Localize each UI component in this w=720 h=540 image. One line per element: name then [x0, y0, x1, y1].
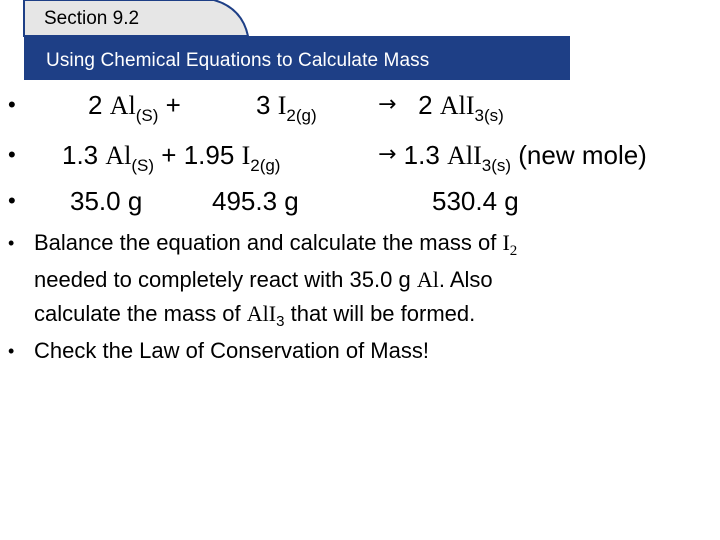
- formula-al: Al: [105, 141, 132, 170]
- instruction-line-3: calculate the mass of AlI$_3$ that will be formed.: [34, 301, 476, 330]
- instruction-paragraph: [34, 226, 517, 334]
- state-sub: (S): [135, 106, 159, 125]
- formula-ali3: AlI: [447, 141, 482, 170]
- arrow-icon: →: [378, 142, 397, 167]
- formula-i: I: [241, 141, 251, 170]
- bullet-dot: •: [8, 233, 15, 253]
- equation-row-1-reactants: [88, 90, 181, 125]
- equation-row-1-iodine: [256, 90, 317, 125]
- section-label: Section 9.2: [44, 8, 140, 29]
- coefficient: 2: [88, 90, 103, 120]
- slide-header: [0, 0, 720, 86]
- equation-row-1-product: [378, 90, 504, 125]
- instruction-line-2: needed to completely react with 35.0 g Al. Also: [34, 267, 493, 292]
- slide-title: Using Chemical Equations to Calculate Mass: [46, 50, 430, 71]
- formula-ali3: AlI: [246, 301, 277, 326]
- plus-sign: +: [161, 140, 177, 170]
- formula-i: I: [277, 91, 287, 120]
- state-sub: 3(s): [474, 106, 504, 125]
- coefficient: 1.3: [62, 140, 99, 170]
- bullet-dot: •: [8, 341, 15, 361]
- state-sub: (S): [131, 156, 155, 175]
- bullet-dot: •: [8, 142, 16, 167]
- plus-sign: +: [165, 90, 181, 120]
- mass-i2: 495.3 g: [212, 186, 299, 216]
- coefficient: 1.95: [183, 140, 235, 170]
- new-mole-note: (new mole): [518, 140, 647, 170]
- formula-ali3: AlI: [439, 91, 475, 120]
- bullet-dot: •: [8, 188, 16, 213]
- formula-al: Al: [416, 267, 439, 292]
- formula-al: Al: [109, 91, 136, 120]
- equation-row-2-product: [378, 140, 647, 175]
- state-sub: 2(g): [250, 156, 281, 175]
- conservation-check: Check the Law of Conservation of Mass!: [34, 338, 429, 363]
- bullet-dot: •: [8, 92, 16, 117]
- coefficient: 2: [418, 90, 433, 120]
- instruction-line-1: Balance the equation and calculate the mass of $I_2$: [34, 230, 518, 259]
- arrow-icon: →: [378, 92, 397, 117]
- mass-al: 35.0 g: [70, 186, 143, 216]
- coefficient: 3: [256, 90, 271, 120]
- mass-ali3: 530.4 g: [432, 186, 519, 216]
- state-sub: 3(s): [481, 156, 512, 175]
- coefficient: 1.3: [403, 140, 440, 170]
- formula-i2: I: [502, 230, 510, 255]
- state-sub: 2(g): [286, 106, 317, 125]
- equation-row-2-reactants: [62, 140, 281, 175]
